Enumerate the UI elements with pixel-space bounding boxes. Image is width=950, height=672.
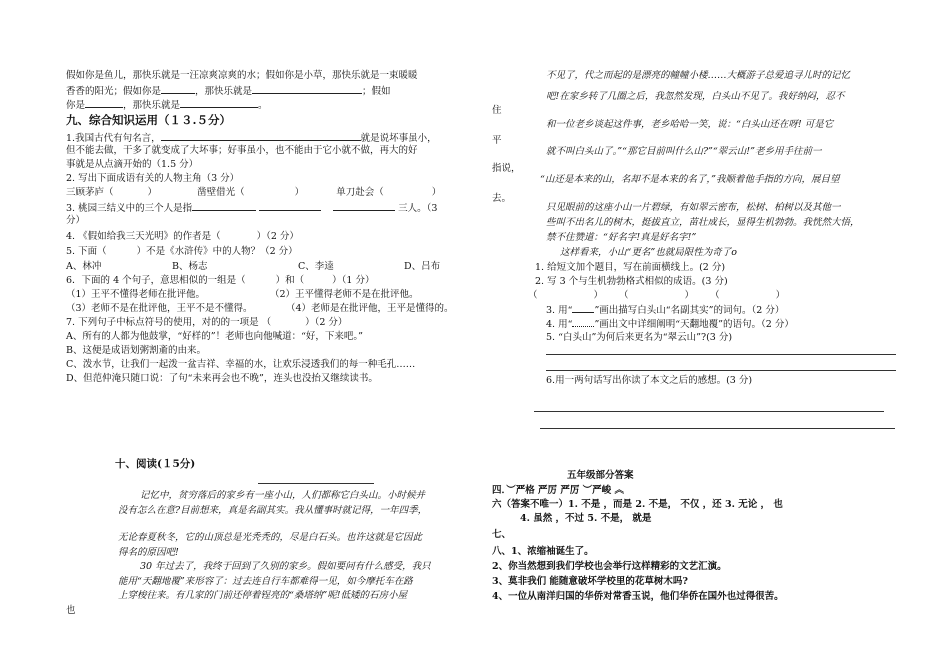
q9-5-option-a: A、林冲: [66, 261, 102, 272]
passage-line-5: “山还是本来的山，名却不是本来的名了，”我顺着他手指的方向，展目望: [540, 174, 840, 185]
q9-4: [66, 231, 299, 242]
q9-5: [66, 246, 298, 257]
paren: ）: [593, 290, 604, 301]
paren: ）: [431, 187, 442, 198]
answer-line: [540, 428, 895, 429]
answers-row-8-2: 2、你当然想到我们学校也会举行这样精彩的文艺汇演。: [492, 561, 727, 572]
question-text: 4. 《假如给我三天光明》的作者是（: [66, 231, 221, 242]
question-text: 4. 用“: [546, 319, 573, 330]
rq-6: 6.用一两句话写出你读了本文之后的感想。(3 分): [546, 375, 753, 386]
answers-row-8-3: 3、莫非我们 能随意破坏学校里的花草树木吗?: [492, 576, 688, 587]
q9-5-option-c: C、李逵: [298, 261, 334, 272]
question-text: 5. 下面（: [66, 246, 107, 257]
paren: （: [528, 290, 538, 301]
q9-5-option-b: B、杨志: [172, 261, 208, 272]
passage-line-9: 这样看来，小山“更名”也就局限性为奇了ο: [560, 247, 737, 258]
question-text: 7. 下列句子中标点符号的使用，对的的一项是 （: [66, 317, 272, 328]
reading-p3d: 也: [66, 605, 76, 616]
blank-line: [252, 84, 362, 94]
question-text: 1.我国古代有句名言，: [66, 133, 161, 144]
passage-line-4: 就不叫白头山了。”“那它目前叫什么山?”“翠云山!”老乡用手往前一: [546, 146, 822, 157]
middle-char-2: 平: [492, 135, 502, 146]
reading-p1b: 没有怎么在意?目前想来，真是名副其实。我从懂事时就记得，一年四季，: [118, 505, 428, 516]
passage-line-3: 和一位老乡谈起这件事，老乡哈哈一笑，说：“白头山还在呀! 可是它: [546, 119, 834, 130]
q9-7: [66, 317, 347, 328]
passage-line-2: 吧!在家乡转了几圈之后，我忽然发现，白头山不见了。我好纳闷，忍不: [546, 91, 845, 102]
q9-1-line-3: 事就是从点滴开始的（1.5 分）: [66, 159, 199, 170]
answers-row-4: 四．︶严格 严厉 严厉 ︶严峻 ︽: [492, 485, 624, 496]
rq-1: 1. 给短文加个题目，写在前面横线上。(2 分): [535, 262, 726, 273]
q9-6-s2: （2）王平懂得老师不是在批评他。: [270, 289, 419, 300]
blank-line: [572, 303, 594, 313]
question-text: ）和（: [275, 275, 305, 286]
passage-line-8: 禁不住赞道：“好名字!真是好名字!”: [546, 232, 697, 243]
question-text: 就是说坏事虽小，: [360, 133, 437, 144]
q9-2: 2. 写出下面成语有关的人物主角（3 分）: [66, 173, 240, 184]
section-10-heading: 十、阅读(１5分): [115, 458, 196, 470]
blank-line: [192, 201, 256, 211]
q9-2-options: [66, 187, 441, 198]
q9-6: [66, 275, 374, 286]
intro-text: 香香的阳光；假如你是: [66, 86, 162, 97]
q9-6-s1: （1）王平不懂得老师在批评他。: [66, 289, 206, 300]
q9-7-b: B、这便是成语划粥割齑的由来。: [66, 345, 206, 356]
intro-text: 。: [258, 100, 268, 111]
question-text: ）（2 分）: [305, 317, 348, 328]
rq-4: [546, 317, 794, 330]
q9-6-s4: （4）老师是在批评他，王平是懂得的。: [286, 303, 454, 314]
blank-line: [85, 98, 123, 108]
paren: （: [710, 290, 720, 301]
q9-5-option-d: D、吕布: [404, 261, 441, 272]
question-text: ”画出文中详细阐明“天翻地覆”的语句。（2 分）: [594, 319, 794, 330]
answer-line: [546, 370, 896, 371]
q9-7-a: A、所有的人都为他鼓掌，“好样的”！老师也向他喊道：“好，下来吧。”: [66, 331, 364, 342]
intro-text: 你是: [66, 100, 86, 111]
answers-row-6a: 六（答案不唯一）1. 不是 ，而是 2. 不是， 不仅 ，还 3. 无论 ， 也: [492, 499, 783, 510]
blank-line: [259, 201, 321, 211]
blank-line: [180, 98, 258, 108]
title-blank-line: [258, 483, 374, 484]
blank-line: [333, 201, 395, 211]
reading-p2a: 无论春夏秋冬，它的山顶总是光秃秃的，尽是白石头。也许这就是它因此: [118, 532, 423, 543]
reading-p3c: 上穿梭往来。有几家的门前还停着锃亮的“桑塔纳”呢!低矮的石房小屋: [118, 590, 408, 601]
passage-line-6: 只见眼前的这座小山一片碧绿，有如翠云密布，松树、柏树以及其他一: [546, 202, 841, 213]
reading-p1a: 记忆中，贫穷落后的家乡有一座小山，人们都称它白头山。小时候并: [140, 490, 426, 501]
middle-char-1: 住: [492, 105, 502, 116]
intro-line-2: [66, 84, 391, 97]
blank-line: [161, 131, 361, 141]
question-text: ”画出描写白头山“名副其实”的词句。（2 分）: [594, 305, 785, 316]
paren: （: [619, 290, 629, 301]
section-title: 九、综合知识运用: [66, 113, 158, 127]
paren: ）: [775, 290, 786, 301]
question-text: ）不是《水浒传》中的人物？（2 分）: [136, 246, 298, 257]
answers-row-8-1: 八、1、浓缩袖诞生了。: [492, 546, 594, 557]
rq-2: 2. 写 3 个与生机勃勃格式相似的成语。(3 分): [535, 276, 728, 287]
answers-row-8-4: 4、一位从南洋归国的华侨对常香玉说，他们华侨在国外也过得很苦。: [492, 591, 784, 602]
q9-7-c: C、泼水节，让我们一起泼一盆吉祥、幸福的水，让欢乐浸透我们的每一种毛孔……: [66, 359, 416, 370]
q9-1-line-2: 但不能去做，干多了就变成了大坏事；好事虽小，也不能由于它小就不做，再大的好: [66, 145, 418, 156]
q9-6-s3: （3）老师不是在批评他，王平不是不懂得。: [66, 303, 253, 314]
section-score: （１３.５分）: [158, 113, 232, 127]
rq-5: 5. “白头山”为何后来更名为“翠云山”?(3 分): [546, 332, 733, 343]
middle-char-4: 去。: [492, 193, 512, 204]
idiom-3: 单刀赴会（: [336, 187, 384, 198]
middle-char-3: 指说，: [492, 163, 521, 174]
idiom-2: 凿壁借光（: [197, 187, 245, 198]
question-text: 3. 用“: [546, 305, 573, 316]
wavy-blank-line: [572, 317, 594, 327]
question-text: 3. 桃园三结义中的三个人是指: [66, 203, 193, 214]
answers-row-6b: 4. 虽然 ，不过 5. 不是， 就是: [520, 513, 652, 524]
intro-text: ，那快乐就是: [123, 100, 181, 111]
paren: ）: [294, 187, 305, 198]
paren: ）: [684, 290, 695, 301]
q9-3-cont: 分）: [66, 215, 86, 226]
question-text: ）（2 分）: [256, 231, 299, 242]
idiom-1: 三顾茅庐（: [66, 187, 114, 198]
passage-line-7: 些叫不出名儿的树木，挺拔直立，苗壮成长，显得生机勃勃。我恍然大悟，: [546, 217, 860, 228]
intro-line-1: 假如你是鱼儿，那快乐就是一汪凉爽凉爽的水；假如你是小草，那快乐就是一束暖暖: [66, 70, 418, 81]
question-text: 三人。（3: [398, 203, 438, 214]
q9-1-line-1: [66, 131, 437, 144]
answer-line: [534, 411, 884, 412]
passage-line-1: 不见了，代之而起的是漂亮的幢幢小楼……大概游子总爱追寻儿时的记忆: [546, 70, 851, 81]
q9-3: [66, 201, 437, 214]
q9-7-d: D、但范仲淹只随口说：了句“未来再会也不晚”，连头也没抬又继续读书。: [66, 373, 378, 384]
paren: ）: [147, 187, 158, 198]
answer-line: [546, 354, 896, 355]
intro-text: ；假如: [362, 86, 391, 97]
answers-row-7: 七、: [492, 529, 512, 540]
rq-3: [546, 303, 784, 316]
reading-p3b: 能用“天翻地覆”来形容了：过去连自行车都难得一见，如今摩托车在路: [118, 576, 413, 587]
question-text: ）（1 分）: [332, 275, 375, 286]
question-text: 6．下面的 4 个句子，意思相似的一组是（: [66, 275, 246, 286]
intro-line-3: [66, 98, 268, 111]
answers-title: 五年级部分答案: [567, 470, 634, 481]
rq-2-parens: [528, 290, 785, 301]
section-9-heading: [66, 114, 231, 128]
intro-text: ，那快乐就是: [195, 86, 253, 97]
reading-p3a: 30 年过去了，我终于回到了久别的家乡。假如要问有什么感受，我只: [140, 561, 431, 572]
reading-p2b: 得名的原因吧!: [118, 547, 179, 558]
blank-line: [161, 84, 195, 94]
